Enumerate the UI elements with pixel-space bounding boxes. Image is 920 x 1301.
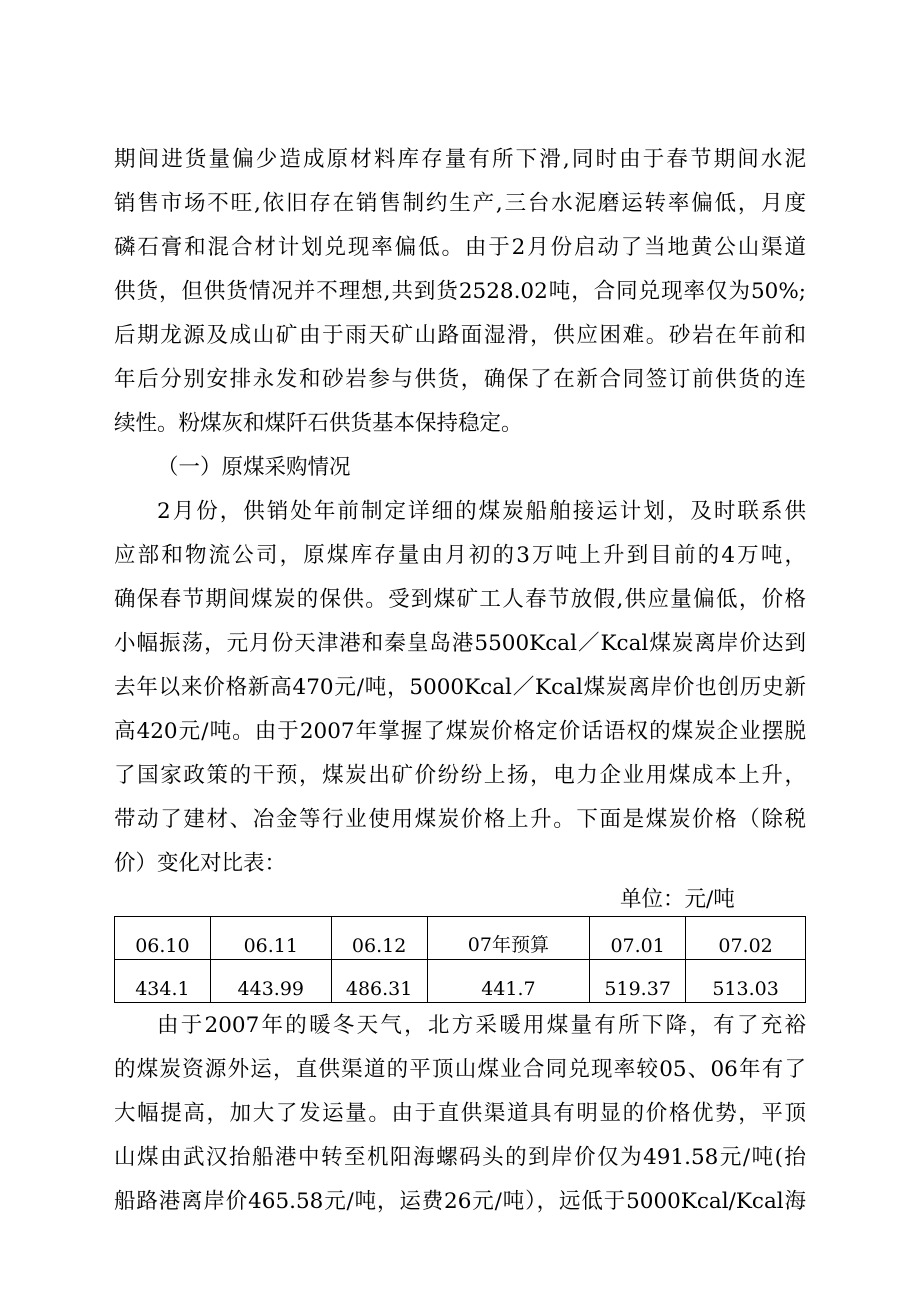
paragraph-2-line-4: 小幅振荡，元月份天津港和秦皇岛港5500Kcal／Kcal煤炭离岸价达到	[114, 631, 806, 656]
paragraph-3-line-2: 的煤炭资源外运，直供渠道的平顶山煤业合同兑现率较05、06年有了	[114, 1057, 806, 1082]
paragraph-1-line-3: 磷石膏和混合材计划兑现率偏低。由于2月份启动了当地黄公山渠道	[114, 235, 806, 260]
table-row	[115, 960, 806, 1003]
paragraph-1-line-4: 供货，但供货情况并不理想,共到货2528.02吨，合同兑现率仅为50%;	[114, 279, 806, 304]
table-header-cell: 07年预算	[427, 917, 590, 960]
paragraph-1-line-6: 年后分别安排永发和砂岩参与供货，确保了在新合同签订前供货的连	[114, 367, 806, 392]
paragraph-3-line-3: 大幅提高，加大了发运量。由于直供渠道具有明显的价格优势，平顶	[114, 1101, 806, 1126]
table-header-row	[115, 917, 806, 960]
paragraph-3-line-4: 山煤由武汉抬船港中转至机阳海螺码头的到岸价仅为491.58元/吨(抬	[114, 1145, 806, 1170]
paragraph-3-line-1: 由于2007年的暖冬天气，北方采暖用煤量有所下降，有了充裕	[157, 1013, 806, 1038]
table-cell: 443.99	[210, 960, 331, 1003]
paragraph-2-line-6: 高420元/吨。由于2007年掌握了煤炭价格定价话语权的煤炭企业摆脱	[114, 719, 806, 744]
paragraph-1-line-5: 后期龙源及成山矿由于雨天矿山路面湿滑，供应困难。砂岩在年前和	[114, 323, 806, 348]
table-cell: 519.37	[590, 960, 686, 1003]
section-heading: （一）原煤采购情况	[157, 455, 351, 480]
table-header-cell: 06.11	[210, 917, 331, 960]
paragraph-2-line-1: 2月份，供销处年前制定详细的煤炭船舶接运计划，及时联系供	[157, 499, 806, 524]
table-header-cell: 07.02	[686, 917, 806, 960]
paragraph-3-line-5: 船路港离岸价465.58元/吨，运费26元/吨），远低于5000Kcal/Kcal海	[114, 1189, 806, 1214]
paragraph-2-line-7: 了国家政策的干预，煤炭出矿价纷纷上扬，电力企业用煤成本上升，	[114, 763, 806, 788]
paragraph-1-line-7: 续性。粉煤灰和煤阡石供货基本保持稳定。	[114, 411, 523, 436]
table-unit-label: 单位：元/吨	[620, 887, 735, 912]
table-cell: 434.1	[115, 960, 211, 1003]
paragraph-1-line-2: 销售市场不旺,依旧存在销售制约生产,三台水泥磨运转率偏低，月度	[114, 191, 806, 216]
paragraph-2-line-5: 去年以来价格新高470元/吨，5000Kcal／Kcal煤炭离岸价也创历史新	[114, 675, 806, 700]
coal-price-table	[114, 916, 806, 1003]
table-header-cell: 06.10	[115, 917, 211, 960]
paragraph-2-line-2: 应部和物流公司，原煤库存量由月初的3万吨上升到目前的4万吨，	[114, 543, 806, 568]
table-header-cell: 06.12	[331, 917, 427, 960]
table-cell: 441.7	[427, 960, 590, 1003]
paragraph-2-line-3: 确保春节期间煤炭的保供。受到煤矿工人春节放假,供应量偏低，价格	[114, 587, 806, 612]
table-cell: 513.03	[686, 960, 806, 1003]
table-cell: 486.31	[331, 960, 427, 1003]
paragraph-2-line-8: 带动了建材、冶金等行业使用煤炭价格上升。下面是煤炭价格（除税	[114, 807, 806, 832]
paragraph-2-line-9: 价）变化对比表：	[114, 851, 287, 876]
table-header-cell: 07.01	[590, 917, 686, 960]
paragraph-1-line-1: 期间进货量偏少造成原材料库存量有所下滑,同时由于春节期间水泥	[114, 147, 806, 172]
